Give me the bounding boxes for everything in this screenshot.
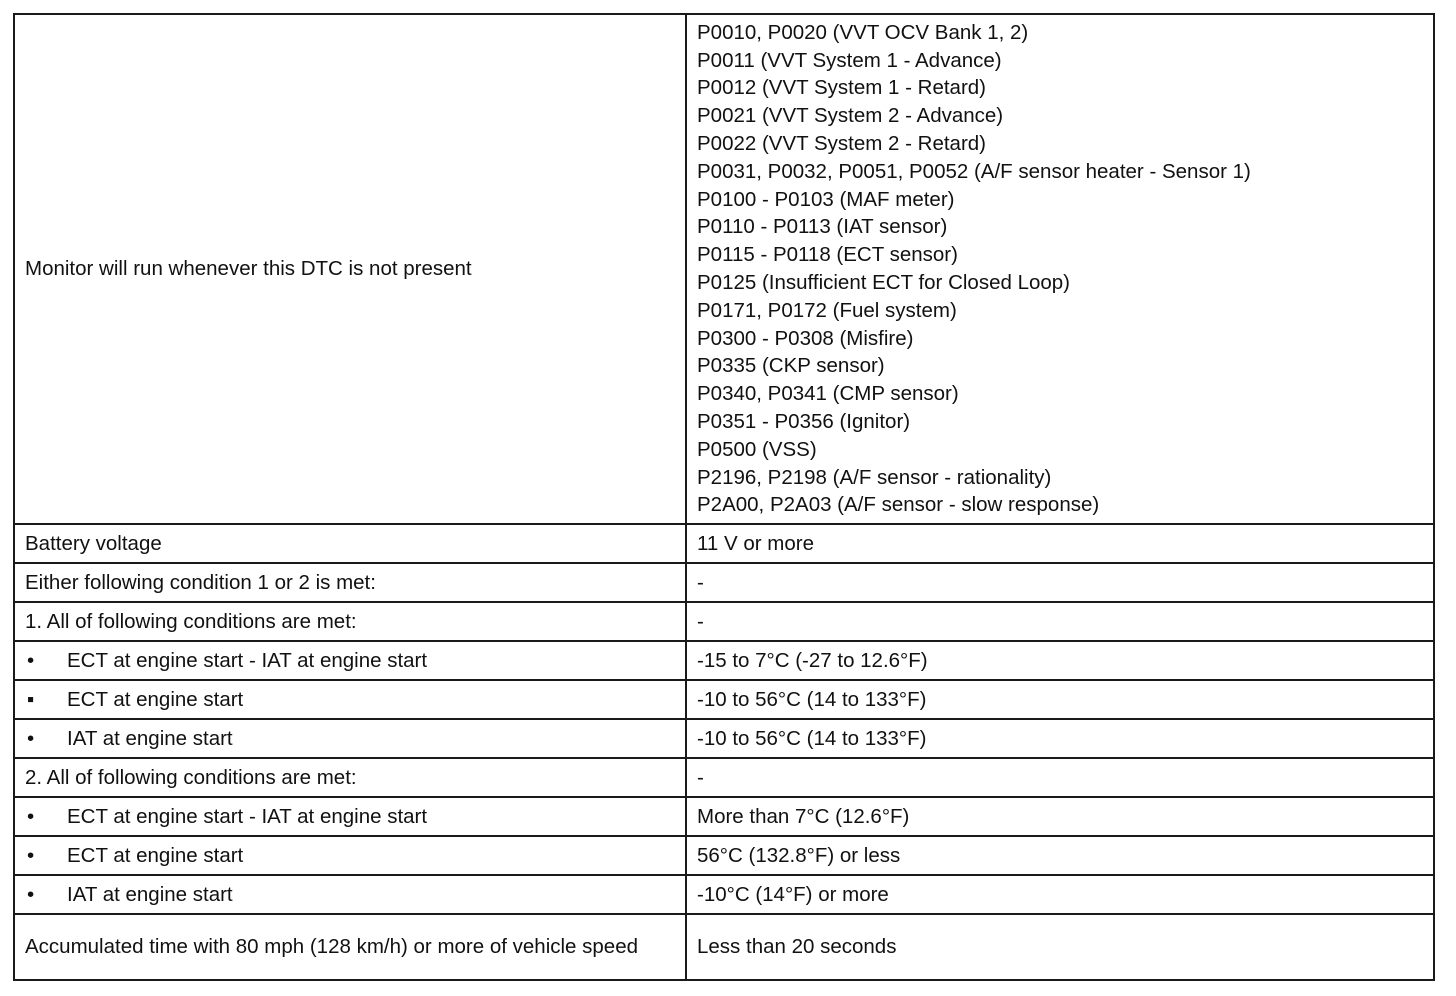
condition-value: -10 to 56°C (14 to 133°F): [697, 726, 927, 750]
dtc-item: P0110 - P0113 (IAT sensor): [697, 215, 948, 239]
monitor-label: Monitor will run whenever this DTC is not present: [25, 257, 472, 281]
condition-value-cell: [686, 758, 1434, 797]
dtc-item: P0335 (CKP sensor): [697, 354, 885, 378]
table-row: [14, 836, 1434, 875]
table-row: [14, 524, 1434, 563]
bullet-marker: •: [27, 804, 35, 828]
table-row: [14, 14, 1434, 524]
dtc-item: P0022 (VVT System 2 - Retard): [697, 132, 987, 156]
condition-label: ECT at engine start - IAT at engine start: [67, 804, 428, 828]
condition-value: Less than 20 seconds: [697, 935, 897, 959]
condition-label-cell: [14, 797, 686, 836]
bullet-marker: •: [27, 882, 35, 906]
condition-label-cell: [14, 524, 686, 563]
condition-label-cell: [14, 563, 686, 602]
condition-value-cell: [686, 641, 1434, 680]
table-row: [14, 797, 1434, 836]
table-row: [14, 563, 1434, 602]
condition-label-cell: [14, 680, 686, 719]
condition-value: -: [697, 765, 704, 789]
table-row: [14, 680, 1434, 719]
dtc-item: P0012 (VVT System 1 - Retard): [697, 76, 987, 100]
condition-value: 56°C (132.8°F) or less: [697, 843, 901, 867]
condition-label: ECT at engine start: [67, 687, 244, 711]
condition-value-cell: [686, 797, 1434, 836]
table-row: [14, 719, 1434, 758]
dtc-list: [697, 16, 1423, 522]
condition-value-cell: [686, 875, 1434, 914]
dtc-item: P2A00, P2A03 (A/F sensor - slow response): [697, 493, 1100, 517]
table-row: [14, 641, 1434, 680]
condition-value: -10 to 56°C (14 to 133°F): [697, 687, 927, 711]
dtc-item: P0500 (VSS): [697, 437, 817, 461]
condition-label: Battery voltage: [25, 531, 162, 555]
condition-value: -10°C (14°F) or more: [697, 882, 889, 906]
dtc-item: P0021 (VVT System 2 - Advance): [697, 104, 1004, 128]
condition-value-cell: [686, 563, 1434, 602]
condition-label-cell: [14, 875, 686, 914]
condition-label-cell: [14, 758, 686, 797]
bullet-item: [25, 842, 675, 870]
condition-value: -: [697, 570, 704, 594]
condition-label: Accumulated time with 80 mph (128 km/h) or more of vehicle speed: [25, 935, 638, 959]
bullet-item: [25, 881, 675, 909]
dtc-item: P0351 - P0356 (Ignitor): [697, 409, 911, 433]
condition-label: Either following condition 1 or 2 is met:: [25, 570, 376, 594]
condition-label: 2. All of following conditions are met:: [25, 765, 357, 789]
bullet-marker: •: [27, 726, 35, 750]
table-row: [14, 602, 1434, 641]
dtc-item: P2196, P2198 (A/F sensor - rationality): [697, 465, 1052, 489]
dtc-item: P0010, P0020 (VVT OCV Bank 1, 2): [697, 20, 1029, 44]
bullet-marker: •: [27, 648, 35, 672]
condition-value: -15 to 7°C (-27 to 12.6°F): [697, 648, 928, 672]
table-row: [14, 758, 1434, 797]
condition-label: 1. All of following conditions are met:: [25, 609, 357, 633]
condition-label-cell: [14, 602, 686, 641]
condition-label-cell: [14, 641, 686, 680]
bullet-marker: •: [27, 843, 35, 867]
dtc-item: P0171, P0172 (Fuel system): [697, 298, 957, 322]
dtc-item: P0031, P0032, P0051, P0052 (A/F sensor heater - Sensor 1): [697, 159, 1251, 183]
bullet-item: [25, 803, 675, 831]
table-row: [14, 875, 1434, 914]
condition-label: ECT at engine start - IAT at engine start: [67, 648, 428, 672]
condition-label-cell: [14, 914, 686, 980]
dtc-list-cell: [686, 14, 1434, 524]
dtc-item: P0125 (Insufficient ECT for Closed Loop): [697, 271, 1071, 294]
condition-value-cell: [686, 602, 1434, 641]
condition-label-cell: [14, 719, 686, 758]
condition-label: IAT at engine start: [67, 882, 233, 906]
conditions-table: [13, 13, 1435, 981]
condition-value-cell: [686, 836, 1434, 875]
condition-value-cell: [686, 524, 1434, 563]
table-row: [14, 914, 1434, 980]
condition-value-cell: [686, 914, 1434, 980]
condition-value-cell: [686, 719, 1434, 758]
dtc-item: P0100 - P0103 (MAF meter): [697, 187, 955, 211]
condition-label-cell: [14, 836, 686, 875]
bullet-marker: ▪: [27, 687, 35, 711]
dtc-item: P0340, P0341 (CMP sensor): [697, 382, 959, 406]
bullet-item: [25, 686, 675, 714]
condition-value: More than 7°C (12.6°F): [697, 804, 910, 828]
condition-value: -: [697, 609, 704, 633]
bullet-item: [25, 647, 675, 675]
dtc-item: P0300 - P0308 (Misfire): [697, 326, 914, 350]
condition-label: IAT at engine start: [67, 726, 233, 750]
dtc-item: P0011 (VVT System 1 - Advance): [697, 48, 1002, 72]
condition-value-cell: [686, 680, 1434, 719]
bullet-item: [25, 725, 675, 753]
monitor-label-cell: [14, 14, 686, 524]
dtc-item: P0115 - P0118 (ECT sensor): [697, 243, 958, 267]
condition-value: 11 V or more: [697, 531, 814, 555]
condition-label: ECT at engine start: [67, 843, 244, 867]
